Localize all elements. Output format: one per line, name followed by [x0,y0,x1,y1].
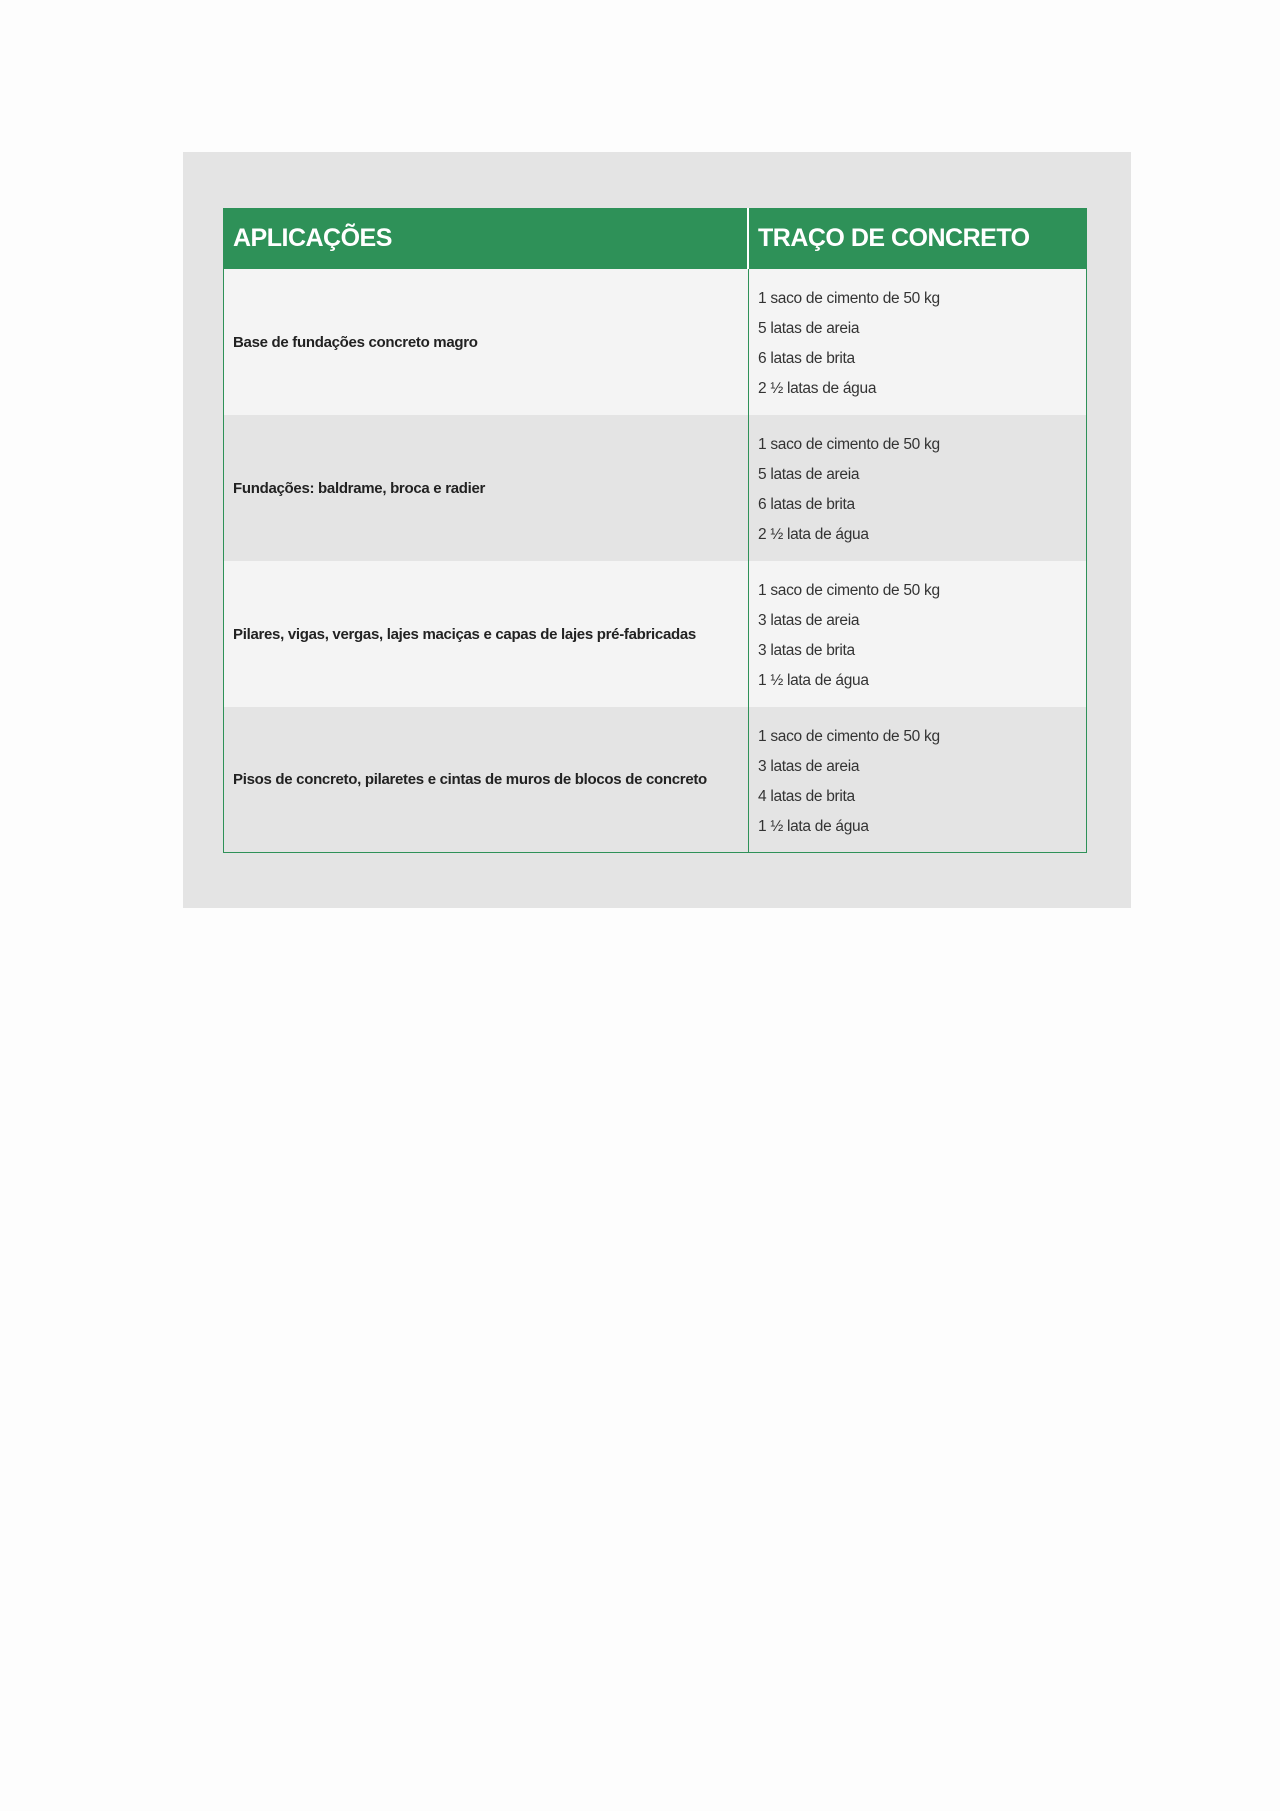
header-concrete-mix: TRAÇO DE CONCRETO [758,224,1030,252]
mix-line: 5 latas de areia [758,466,860,483]
mix-cell [749,707,1086,852]
mix-line: 2 ½ lata de água [758,526,869,543]
application-cell: Pilares, vigas, vergas, lajes maciças e capas de lajes pré-fabricadas [224,561,749,707]
mix-line: 3 latas de areia [758,612,860,629]
mix-line: 4 latas de brita [758,787,855,805]
concrete-mix-table [223,208,1087,853]
mix-line: 1 ½ lata de água [758,672,869,689]
mix-line: 1 saco de cimento de 50 kg [758,727,940,745]
header-applications: APLICAÇÕES [224,208,749,269]
table-header [224,208,1086,269]
application-cell: Base de fundações concreto magro [224,269,749,415]
mix-line: 3 latas de brita [758,642,855,659]
application-cell: Fundações: baldrame, broca e radier [224,415,749,561]
mix-line: 1 saco de cimento de 50 kg [758,436,940,453]
mix-line: 1 saco de cimento de 50 kg [758,582,940,599]
mix-line: 6 latas de brita [758,350,855,367]
mix-line: 2 ½ latas de água [758,380,877,397]
mix-line: 6 latas de brita [758,496,855,513]
table-row [224,269,1086,415]
table-panel [183,152,1131,908]
mix-cell [749,269,1086,415]
mix-line: 1 ½ lata de água [758,817,869,835]
mix-line: 5 latas de areia [758,320,860,337]
table-row [224,415,1086,561]
mix-cell [749,415,1086,561]
table-row [224,707,1086,852]
application-cell: Pisos de concreto, pilaretes e cintas de muros de blocos de concreto [224,707,749,852]
mix-line: 3 latas de areia [758,757,860,775]
table-row [224,561,1086,707]
mix-line: 1 saco de cimento de 50 kg [758,290,940,307]
mix-cell [749,561,1086,707]
